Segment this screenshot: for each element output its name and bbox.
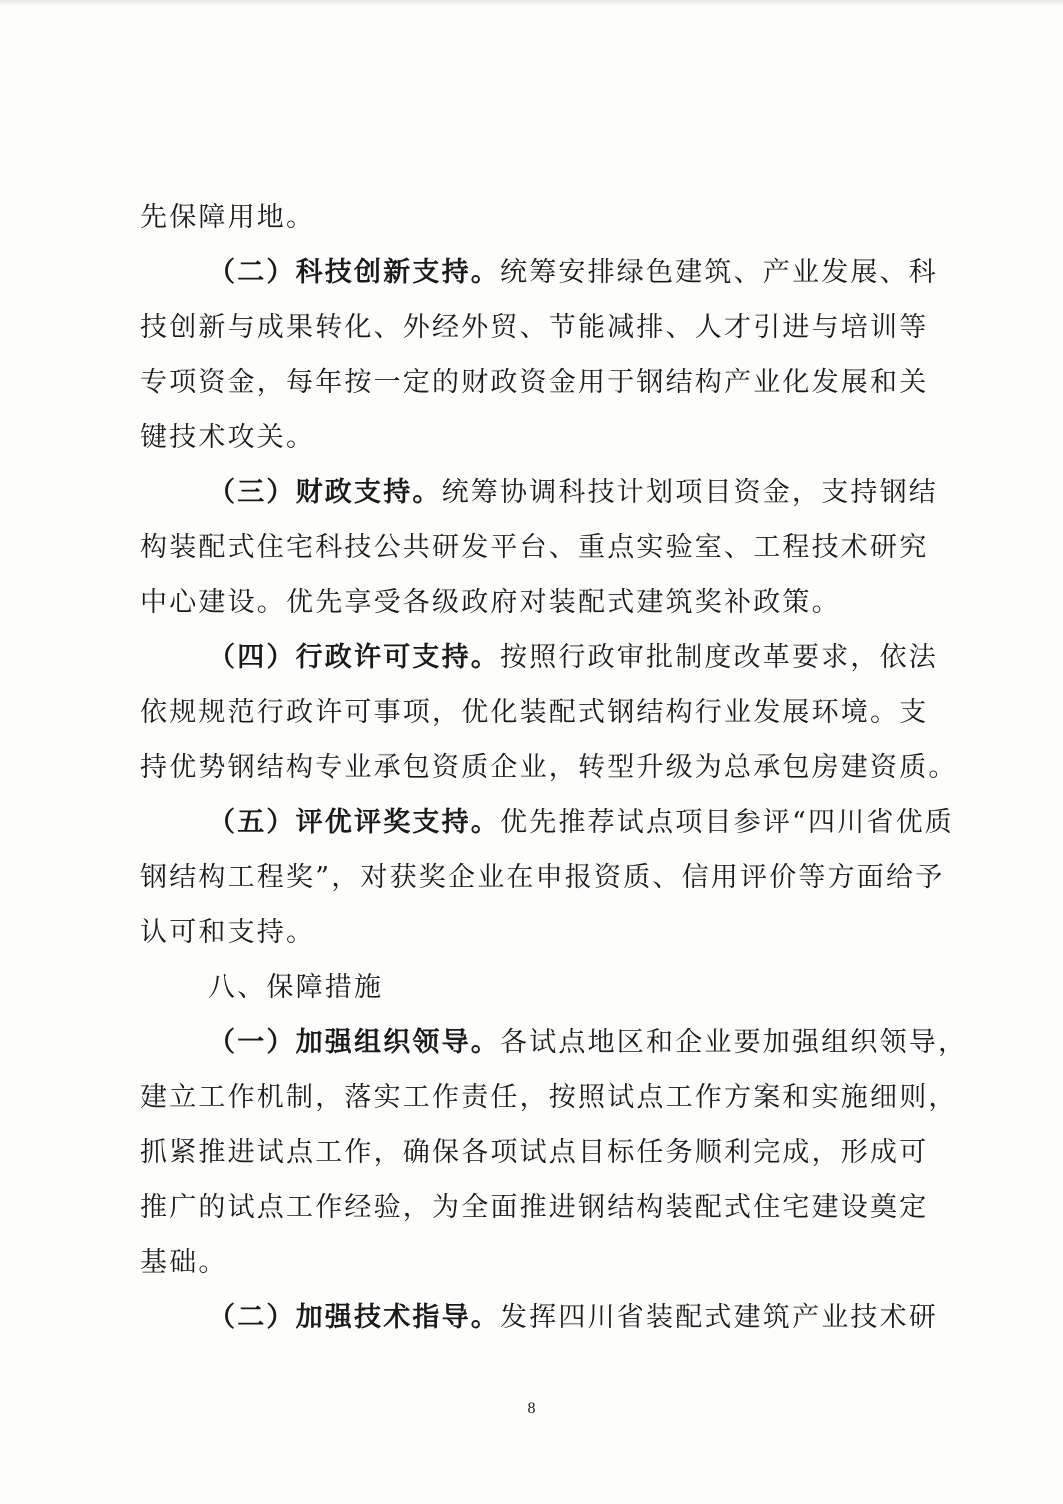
text-line: 认可和支持。 [140,917,316,948]
section-heading: （二）加强技术指导。 [208,1302,500,1333]
section-heading: （四）行政许可支持。 [208,642,500,673]
text-line: 基础。 [140,1247,228,1278]
paragraph-text: 各试点地区和企业要加强组织领导， [500,1027,968,1058]
paragraph-text: 统筹安排绿色建筑、产业发展、科 [500,257,938,288]
section-heading: （一）加强组织领导。 [208,1027,500,1058]
text-line: 先保障用地。 [140,202,316,233]
section-heading: （三）财政支持。 [208,477,442,508]
paragraph-text: 优先推荐试点项目参评“四川省优质 [500,807,955,838]
body-text [140,190,968,1345]
paragraph-admin-permit [140,630,938,685]
paragraph-tech-guidance [140,1290,938,1345]
paragraph-tech-innovation [140,245,938,300]
text-line: 键技术攻关。 [140,422,316,453]
text-line: 钢结构工程奖”，对获奖企业在申报资质、信用评价等方面给予 [140,862,945,893]
text-line: 持优势钢结构专业承包资质企业，转型升级为总承包房建资质。 [140,752,958,783]
text-line: 中心建设。优先享受各级政府对装配式建筑奖补政策。 [140,587,841,618]
chapter-heading: 八、保障措施 [208,972,384,1003]
paragraph-text: 发挥四川省装配式建筑产业技术研 [500,1302,938,1333]
paragraph-text: 按照行政审批制度改革要求，依法 [500,642,938,673]
text-line: 依规规范行政许可事项，优化装配式钢结构行业发展环境。支 [140,697,929,728]
scan-edge [0,0,1063,6]
text-line: 构装配式住宅科技公共研发平台、重点实验室、工程技术研究 [140,532,929,563]
paragraph-organization [140,1015,968,1070]
text-line: 技创新与成果转化、外经外贸、节能减排、人才引进与培训等 [140,312,929,343]
paragraph-awards [140,795,955,850]
section-heading: （五）评优评奖支持。 [208,807,500,838]
paragraph-finance [140,465,939,520]
text-line: 专项资金，每年按一定的财政资金用于钢结构产业化发展和关 [140,367,929,398]
page-number: 8 [527,1400,536,1417]
text-line: 建立工作机制，落实工作责任，按照试点工作方案和实施细则， [140,1082,958,1113]
text-line: 抓紧推进试点工作，确保各项试点目标任务顺利完成，形成可 [140,1137,929,1168]
paragraph-text: 统筹协调科技计划项目资金，支持钢结 [441,477,939,508]
text-line: 推广的试点工作经验，为全面推进钢结构装配式住宅建设奠定 [140,1192,929,1223]
section-heading: （二）科技创新支持。 [208,257,500,288]
